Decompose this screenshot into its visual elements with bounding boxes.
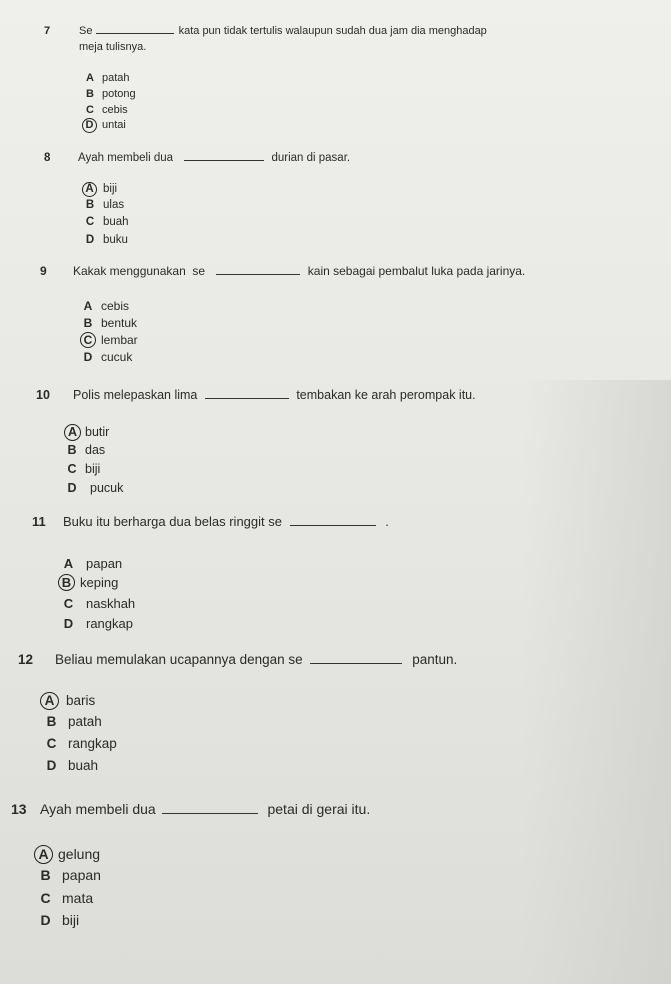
option-c[interactable] <box>84 216 129 228</box>
option-d[interactable] <box>82 350 133 364</box>
option-letter: D <box>85 234 95 246</box>
stem-prefix: Buku itu berharga dua belas ringgit se <box>63 514 282 529</box>
option-d[interactable] <box>62 616 133 631</box>
option-b[interactable] <box>66 443 106 457</box>
answer-blank <box>96 33 174 34</box>
option-letter: D <box>67 481 77 495</box>
question-stem <box>79 25 487 37</box>
option-text: keping <box>80 575 119 590</box>
option-b[interactable] <box>45 714 102 729</box>
option-text: das <box>85 443 106 457</box>
option-letter-circled: C <box>80 332 96 348</box>
option-a[interactable] <box>62 556 123 571</box>
question-number: 10 <box>36 388 50 402</box>
stem-prefix: Kakak menggunakan se <box>73 264 206 278</box>
option-d[interactable] <box>45 758 99 773</box>
option-letter-circled: D <box>82 118 97 133</box>
option-text: potong <box>102 88 136 100</box>
option-text: gelung <box>58 846 101 862</box>
option-text: buah <box>68 758 99 773</box>
option-text: cebis <box>102 104 128 116</box>
option-text: baris <box>66 693 96 708</box>
option-c[interactable] <box>62 596 136 611</box>
answer-blank <box>184 160 264 161</box>
option-letter: B <box>46 714 57 729</box>
option-text: buah <box>103 216 129 228</box>
stem-suffix: . <box>385 514 389 529</box>
option-text: patah <box>68 714 102 729</box>
question-number: 11 <box>32 514 46 529</box>
stem-suffix: pantun. <box>412 652 458 667</box>
stem-prefix: Ayah membeli dua <box>78 152 174 164</box>
question-number: 7 <box>44 25 51 37</box>
option-b[interactable] <box>58 574 119 591</box>
option-letter: C <box>40 890 51 906</box>
option-letter-circled: A <box>64 424 81 441</box>
option-c[interactable] <box>80 332 138 348</box>
option-text: rangkap <box>68 736 117 751</box>
option-letter-circled: A <box>34 845 53 864</box>
option-text: buku <box>103 234 128 246</box>
option-letter: B <box>83 316 93 330</box>
option-text: ulas <box>103 199 125 211</box>
option-letter: D <box>46 758 57 773</box>
question-number: 12 <box>18 652 34 667</box>
question-number: 9 <box>40 264 47 278</box>
question-stem <box>63 514 389 529</box>
answer-blank <box>290 525 376 526</box>
option-a[interactable] <box>34 845 101 864</box>
option-d[interactable] <box>84 234 128 246</box>
option-text: biji <box>103 183 118 195</box>
option-letter: C <box>67 462 77 476</box>
option-letter: A <box>86 72 94 84</box>
option-letter: B <box>85 199 95 211</box>
option-letter: C <box>86 104 94 116</box>
option-text: lembar <box>101 333 138 347</box>
option-text: biji <box>62 912 80 928</box>
option-b[interactable] <box>84 199 125 211</box>
option-text: papan <box>62 867 101 883</box>
option-letter: C <box>46 736 57 751</box>
stem-suffix: kain sebagai pembalut luka pada jarinya. <box>307 264 526 278</box>
option-text: biji <box>85 462 101 476</box>
option-letter-circled: A <box>82 182 97 197</box>
answer-blank <box>205 398 289 399</box>
stem-suffix: durian di pasar. <box>271 152 351 164</box>
page-shadow <box>521 380 671 984</box>
option-a[interactable] <box>84 72 130 84</box>
option-b[interactable] <box>82 316 138 330</box>
option-text: butir <box>85 425 110 439</box>
option-letter: B <box>67 443 77 457</box>
option-text: patah <box>102 72 130 84</box>
option-text: mata <box>62 890 94 906</box>
option-c[interactable] <box>45 736 117 751</box>
question-stem <box>73 388 476 402</box>
option-letter: A <box>63 556 74 571</box>
option-text: cebis <box>101 299 130 313</box>
stem-continuation: meja tulisnya. <box>79 41 147 53</box>
answer-blank <box>216 274 300 275</box>
option-letter-circled: B <box>58 574 75 591</box>
question-number: 8 <box>44 152 51 164</box>
answer-blank <box>310 663 402 664</box>
option-letter: B <box>40 867 51 883</box>
option-letter: D <box>83 350 93 364</box>
option-b[interactable] <box>39 867 101 883</box>
option-text: pucuk <box>90 481 124 495</box>
option-b[interactable] <box>84 88 136 100</box>
question-stem <box>40 801 370 817</box>
option-letter: D <box>40 912 51 928</box>
question-number: 13 <box>11 801 27 817</box>
option-text: bentuk <box>101 316 138 330</box>
option-a[interactable] <box>64 424 110 441</box>
option-a[interactable] <box>82 182 118 197</box>
option-d[interactable] <box>82 118 126 133</box>
stem-prefix: Ayah membeli dua <box>40 801 156 817</box>
answer-blank <box>162 813 258 814</box>
stem-suffix: kata pun tidak tertulis walaupun sudah dua jam dia menghadap <box>178 25 487 37</box>
option-c[interactable] <box>39 890 94 906</box>
option-text: rangkap <box>86 616 133 631</box>
option-c[interactable] <box>84 104 128 116</box>
option-a[interactable] <box>40 692 96 710</box>
option-text: cucuk <box>101 350 133 364</box>
question-stem <box>55 652 457 667</box>
option-text: untai <box>102 119 126 131</box>
question-stem <box>73 264 525 278</box>
question-stem <box>78 152 350 164</box>
option-letter: B <box>86 88 94 100</box>
stem-prefix: Beliau memulakan ucapannya dengan se <box>55 652 303 667</box>
option-letter: A <box>83 299 93 313</box>
option-d[interactable] <box>66 481 124 495</box>
option-a[interactable] <box>82 299 130 313</box>
option-text: naskhah <box>86 596 136 611</box>
option-letter-circled: A <box>40 692 59 710</box>
option-letter: D <box>63 616 74 631</box>
option-text: papan <box>86 556 123 571</box>
stem-suffix: petai di gerai itu. <box>267 801 371 817</box>
stem-prefix: Polis melepaskan lima <box>73 388 198 402</box>
option-c[interactable] <box>66 462 101 476</box>
option-letter: C <box>85 216 95 228</box>
stem-prefix: Se <box>79 25 93 37</box>
option-letter: C <box>63 596 74 611</box>
stem-suffix: tembakan ke arah perompak itu. <box>296 388 476 402</box>
option-d[interactable] <box>39 912 80 928</box>
